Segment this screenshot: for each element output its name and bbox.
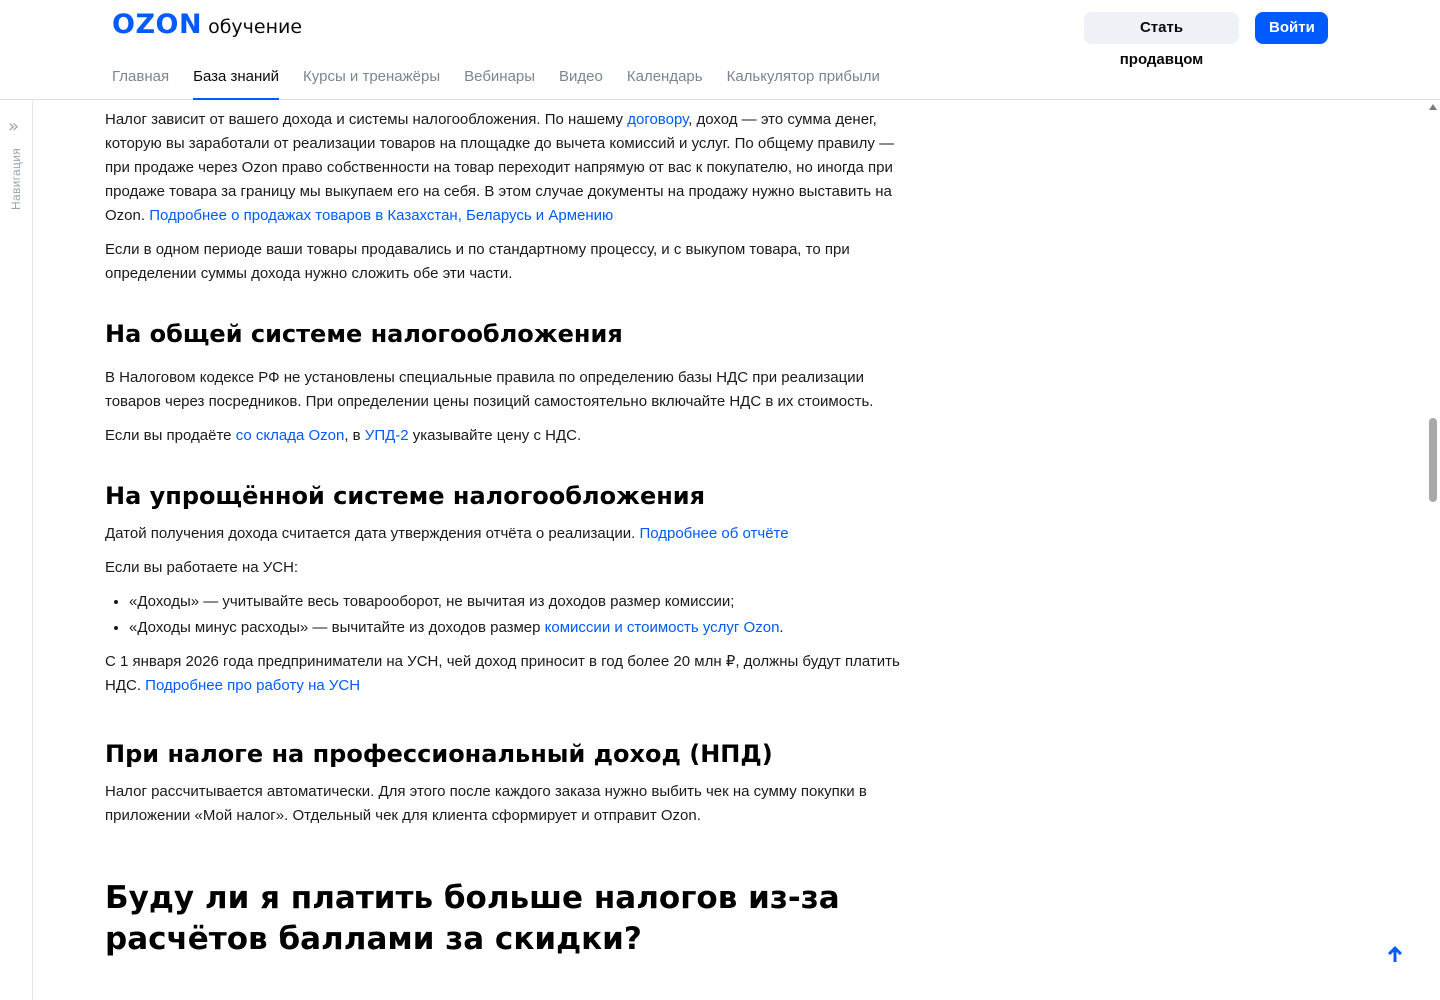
nav-item-video[interactable]: Видео — [559, 68, 603, 85]
side-navigation-rail[interactable] — [0, 100, 33, 1000]
section-heading-points: Буду ли я платить больше налогов из-за расчётов баллами за скидки? — [105, 880, 840, 957]
arrow-up-icon — [1383, 942, 1407, 966]
nav-item-profit-calculator[interactable]: Калькулятор прибыли — [726, 68, 880, 85]
logo[interactable] — [112, 9, 302, 40]
paragraph-text: С 1 января 2026 года предприниматели на УСН, чей доход приносит в год более 20 млн ₽, должны будут платить НДС. — [105, 653, 900, 694]
usn-work-link[interactable]: Подробнее про работу на УСН — [145, 677, 361, 694]
nav-item-home[interactable]: Главная — [112, 68, 170, 85]
paragraph: Если вы работаете на УСН: — [105, 559, 299, 576]
section-heading-npd: При налоге на профессиональный доход (НПД) — [105, 740, 773, 768]
nav-item-webinars[interactable]: Вебинары — [464, 68, 536, 85]
paragraph-text: , доход — это сумма денег, которую вы заработали от реализации товаров на площадке до вычета комиссий и услуг. По общему правилу — при продаже через Ozon право собственности на товар переходит напрямую от вас к покупателю, но иногда при продаже товара за границу мы выкупаем его на себя. В этом случае документы на продажу нужно выставить на Ozon. — [105, 111, 895, 224]
commission-link[interactable]: комиссии и стоимость услуг Ozon — [544, 619, 780, 636]
upd-2-link[interactable]: УПД-2 — [364, 427, 409, 444]
page-scrollbar[interactable] — [1426, 100, 1440, 1000]
paragraph-text: Налог зависит от вашего дохода и системы налогообложения. По нашему — [105, 111, 628, 128]
paragraph: В Налоговом кодексе РФ не установлены специальные правила по определению базы НДС при реализации товаров через посредников. При определении цены позиций самостоятельно включайте НДС в их стоимость. — [105, 369, 874, 410]
list-item: • «Доходы» — учитывайте весь товарооборот, не вычитая из доходов размер комиссии; — [129, 590, 915, 614]
logo-brand: OZON — [112, 9, 203, 40]
logo-subtitle: обучение — [208, 16, 303, 38]
side-navigation-label: Навигация — [9, 148, 23, 210]
paragraph-text: Датой получения дохода считается дата утверждения отчёта о реализации. — [105, 525, 640, 542]
section-heading-general: На общей системе налогообложения — [105, 320, 623, 348]
become-seller-button[interactable]: Стать продавцом — [1084, 12, 1239, 44]
paragraph — [105, 108, 915, 228]
usn-list — [105, 590, 915, 640]
section-heading-usn: На упрощённой системе налогообложения — [105, 482, 706, 510]
paragraph: Налог рассчитывается автоматически. Для этого после каждого заказа нужно выбить чек на сумму покупки в приложении «Мой налог». Отдельный чек для клиента сформирует и отправит Ozon. — [105, 783, 867, 824]
nav-item-knowledge-base[interactable]: База знаний — [193, 58, 279, 100]
paragraph-text: указывайте цену с НДС. — [408, 427, 582, 444]
list-item-text: «Доходы минус расходы» — вычитайте из доходов размер — [129, 619, 545, 636]
scroll-up-arrow-icon[interactable] — [1429, 104, 1437, 110]
paragraph — [105, 650, 915, 698]
contract-link[interactable]: договору — [627, 111, 689, 128]
paragraph-text: , в — [344, 427, 365, 444]
nav-item-courses[interactable]: Курсы и тренажёры — [303, 68, 441, 85]
main-nav — [112, 58, 880, 100]
report-link[interactable]: Подробнее об отчёте — [639, 525, 789, 542]
site-header — [0, 0, 1440, 100]
list-item-text: . — [779, 619, 784, 636]
paragraph-text: Если вы продаёте — [105, 427, 236, 444]
nav-item-calendar[interactable]: Календарь — [626, 68, 703, 85]
double-chevron-right-icon[interactable]: » — [8, 116, 20, 137]
paragraph — [105, 424, 915, 448]
article-content — [105, 108, 915, 960]
foreign-sales-link[interactable]: Подробнее о продажах товаров в Казахстан, Беларусь и Армению — [149, 207, 614, 224]
paragraph: Если в одном периоде ваши товары продавались и по стандартному процессу, и с выкупом товара, то при определении суммы дохода нужно сложить обе эти части. — [105, 241, 850, 282]
list-item — [129, 616, 915, 640]
back-to-top-button[interactable] — [1383, 942, 1407, 966]
paragraph — [105, 522, 915, 546]
scrollbar-thumb[interactable] — [1429, 418, 1437, 502]
ozon-warehouse-link[interactable]: со склада Ozon — [235, 427, 345, 444]
login-button[interactable]: Войти — [1255, 12, 1328, 44]
